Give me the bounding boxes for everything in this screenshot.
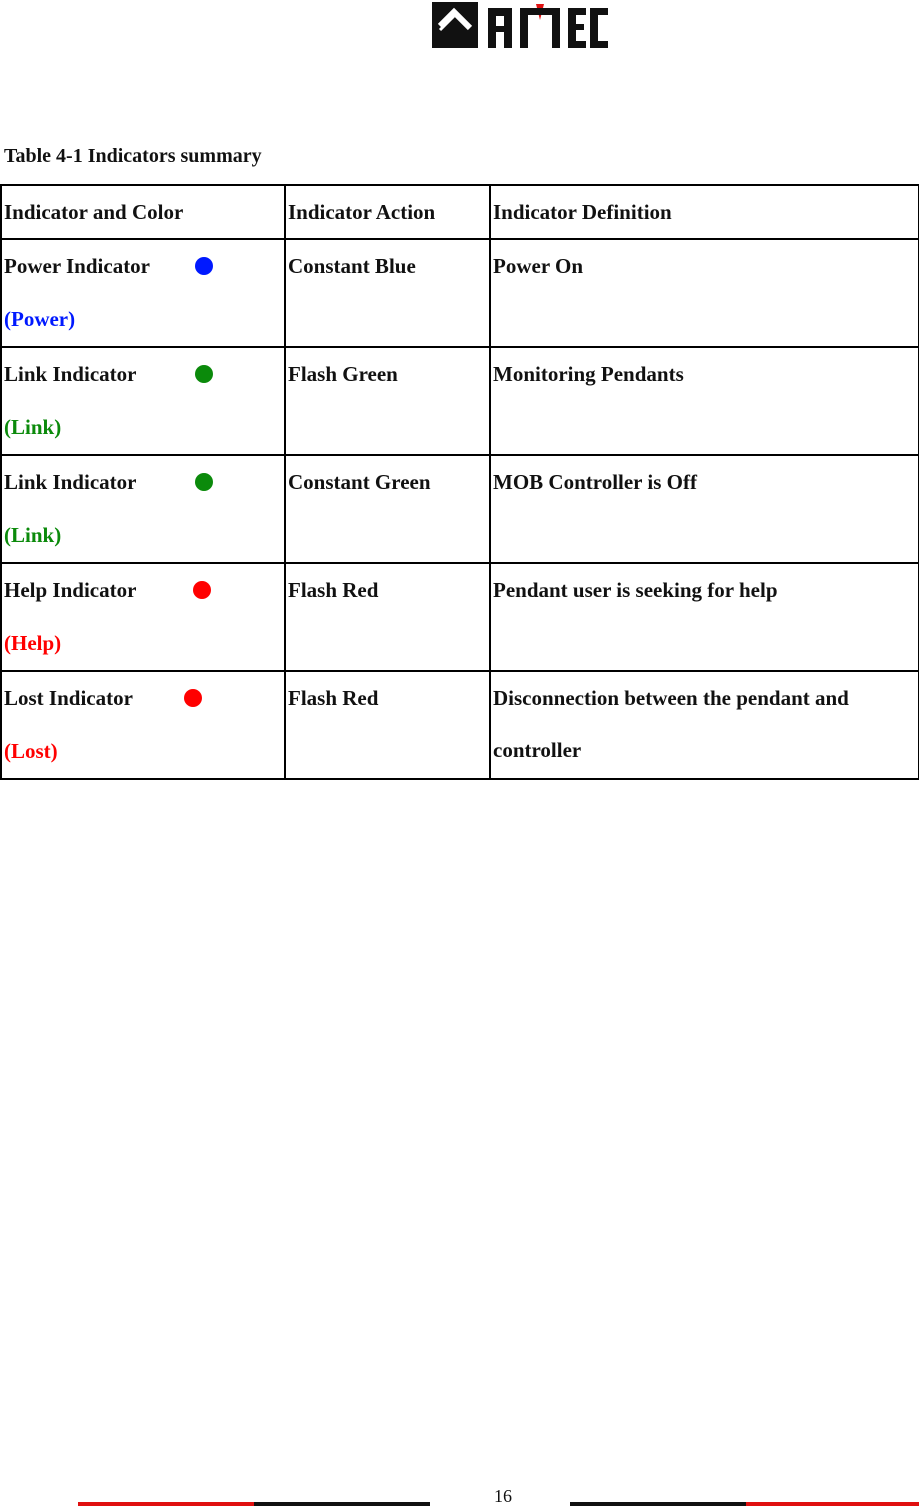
action-cell	[285, 347, 490, 455]
amec-logo	[432, 0, 608, 50]
header-indicator-definition: Indicator Definition	[490, 185, 919, 239]
red-led-icon	[193, 581, 211, 599]
indicator-name: Power Indicator	[4, 254, 151, 278]
definition-cell	[490, 563, 919, 671]
indicator-cell	[1, 239, 285, 347]
action-cell	[285, 455, 490, 563]
indicator-tag: (Link)	[4, 523, 62, 547]
indicator-definition: Pendant user is seeking for help	[493, 578, 778, 602]
action-cell	[285, 239, 490, 347]
table-row	[1, 347, 919, 455]
table-header-row	[1, 185, 919, 239]
footer-bar-black-right	[570, 1502, 746, 1506]
indicator-definition: Power On	[493, 254, 584, 278]
indicator-cell	[1, 671, 285, 779]
indicator-tag: (Power)	[4, 307, 76, 331]
definition-cell	[490, 347, 919, 455]
definition-cell	[490, 671, 919, 779]
footer-bar-black-left	[254, 1502, 430, 1506]
indicator-action: Flash Red	[288, 578, 379, 602]
indicator-cell	[1, 563, 285, 671]
indicator-name: Link Indicator	[4, 362, 137, 386]
indicator-tag: (Help)	[4, 631, 62, 655]
table-row	[1, 239, 919, 347]
header-indicator-action: Indicator Action	[285, 185, 490, 239]
indicator-cell	[1, 347, 285, 455]
definition-cell	[490, 239, 919, 347]
indicator-name: Link Indicator	[4, 470, 137, 494]
indicator-tag: (Link)	[4, 415, 62, 439]
indicator-name: Lost Indicator	[4, 686, 133, 710]
indicator-action: Constant Green	[288, 470, 431, 494]
indicator-action: Constant Blue	[288, 254, 416, 278]
indicator-definition: Monitoring Pendants	[493, 362, 684, 386]
indicator-action: Flash Red	[288, 686, 379, 710]
indicator-definition: Disconnection between the pendant and controller	[493, 686, 849, 762]
indicator-tag: (Lost)	[4, 739, 58, 763]
indicator-action: Flash Green	[288, 362, 398, 386]
red-led-icon	[184, 689, 202, 707]
table-caption: Table 4-1 Indicators summary	[4, 145, 262, 167]
footer-bar-red-left	[78, 1502, 254, 1506]
green-led-icon	[195, 365, 213, 383]
table-row	[1, 671, 919, 779]
definition-cell	[490, 455, 919, 563]
indicator-cell	[1, 455, 285, 563]
indicators-table	[0, 184, 919, 780]
indicator-definition: MOB Controller is Off	[493, 470, 697, 494]
footer-bar-red-right	[746, 1502, 919, 1506]
indicator-name: Help Indicator	[4, 578, 137, 602]
blue-led-icon	[195, 257, 213, 275]
green-led-icon	[195, 473, 213, 491]
table-row	[1, 455, 919, 563]
action-cell	[285, 563, 490, 671]
header-indicator-color: Indicator and Color	[1, 185, 285, 239]
page-number: 16	[494, 1486, 512, 1506]
table-row	[1, 563, 919, 671]
action-cell	[285, 671, 490, 779]
